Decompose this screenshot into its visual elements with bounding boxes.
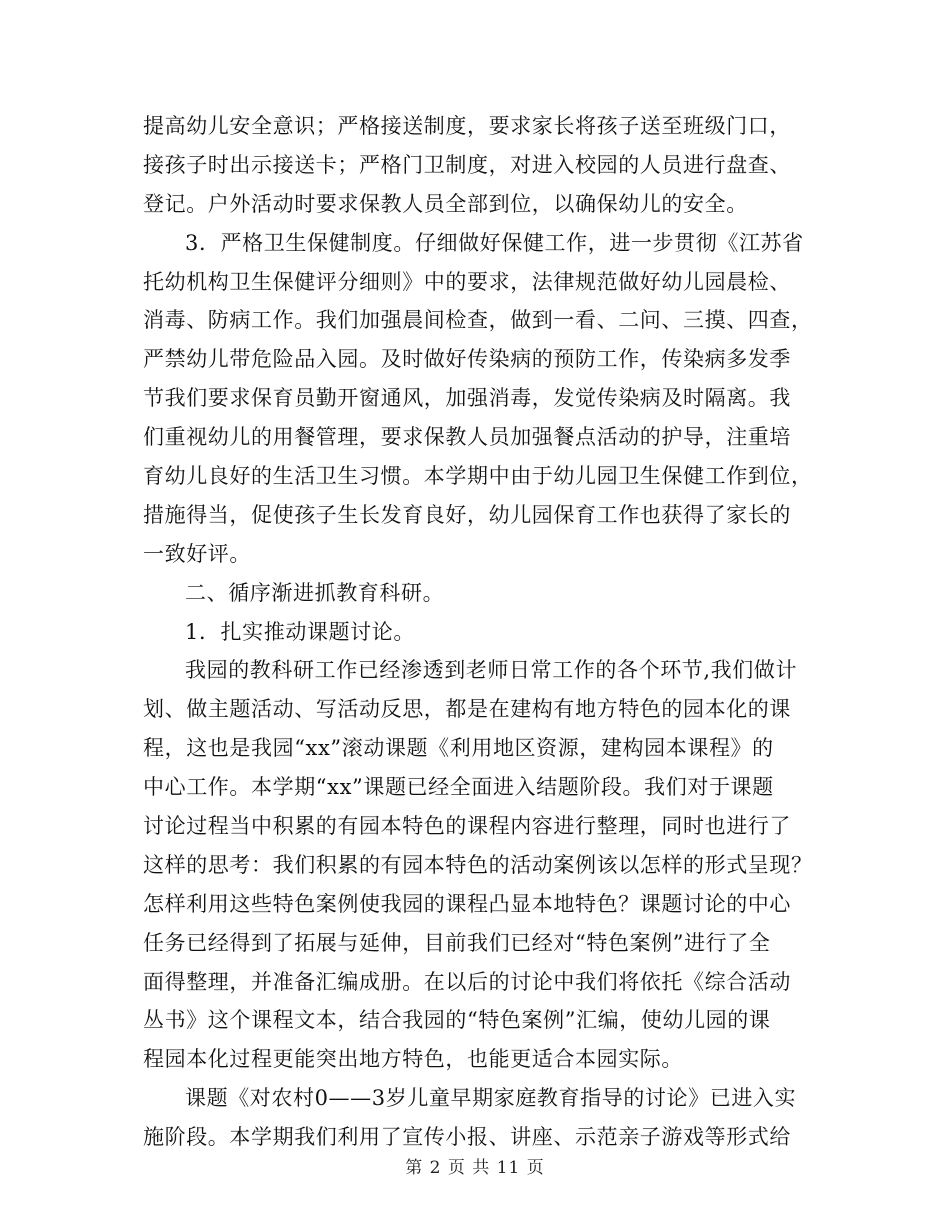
- text-line: 这样的思考：我们积累的有园本特色的活动案例该以怎样的形式呈现？: [143, 852, 813, 877]
- text-line: 面得整理，并准备汇编成册。在以后的讨论中我们将依托《综合活动: [143, 969, 791, 994]
- text-line: 节我们要求保育员勤开窗通风，加强消毒，发觉传染病及时隔离。我: [143, 386, 791, 411]
- text-line: 划、做主题活动、写活动反思，都是在建构有地方特色的园本化的课: [143, 697, 791, 722]
- subsection-heading: 1．扎实推动课题讨论。: [185, 619, 415, 644]
- text-line: 托幼机构卫生保健评分细则》中的要求，法律规范做好幼儿园晨检、: [143, 269, 791, 294]
- text-line: 程园本化过程更能突出地方特色，也能更适合本园实际。: [143, 1047, 683, 1072]
- text-line: 怎样利用这些特色案例使我园的课程凸显本地特色？课题讨论的中心: [143, 891, 791, 916]
- text-line: 一致好评。: [143, 541, 251, 566]
- text-line: 登记。户外活动时要求保教人员全部到位，以确保幼儿的安全。: [143, 191, 748, 216]
- text-line: 严禁幼儿带危险品入园。及时做好传染病的预防工作，传染病多发季: [143, 347, 791, 372]
- text-line: 消毒、防病工作。我们加强晨间检查，做到一看、二问、三摸、四查，: [143, 308, 813, 333]
- text-line: 提高幼儿安全意识；严格接送制度，要求家长将孩子送至班级门口，: [143, 114, 791, 138]
- document-body: [143, 107, 813, 1157]
- text-line: 育幼儿良好的生活卫生习惯。本学期中由于幼儿园卫生保健工作到位，: [143, 464, 813, 489]
- text-line: 中心工作。本学期“xx”课题已经全面进入结题阶段。我们对于课题: [143, 775, 774, 800]
- text-line: 我园的教科研工作已经渗透到老师日常工作的各个环节,我们做计: [185, 658, 798, 683]
- text-line: 施阶段。本学期我们利用了宣传小报、讲座、示范亲子游戏等形式给: [143, 1125, 791, 1150]
- text-line: 们重视幼儿的用餐管理，要求保教人员加强餐点活动的护导，注重培: [143, 425, 791, 450]
- page-number-footer: 第 2 页 共 11 页: [405, 1158, 545, 1178]
- text-line: 措施得当，促使孩子生长发育良好，幼儿园保育工作也获得了家长的: [143, 502, 791, 527]
- text-line: 任务已经得到了拓展与延伸，目前我们已经对“特色案例”进行了全: [143, 930, 771, 955]
- text-line: 丛书》这个课程文本，结合我园的“特色案例”汇编，使幼儿园的课: [143, 1008, 771, 1033]
- text-line: 3．严格卫生保健制度。仔细做好保健工作，进一步贯彻《江苏省: [185, 230, 804, 255]
- section-heading: 二、循序渐进抓教育科研。: [185, 580, 445, 605]
- text-line: 课题《对农村0——3岁儿童早期家庭教育指导的讨论》已进入实: [185, 1086, 797, 1111]
- text-line: 程，这也是我园“xx”滚动课题《利用地区资源，建构园本课程》的: [143, 736, 774, 761]
- text-line: 讨论过程当中积累的有园本特色的课程内容进行整理，同时也进行了: [143, 814, 791, 839]
- text-line: 接孩子时出示接送卡；严格门卫制度，对进入校园的人员进行盘查、: [143, 152, 791, 177]
